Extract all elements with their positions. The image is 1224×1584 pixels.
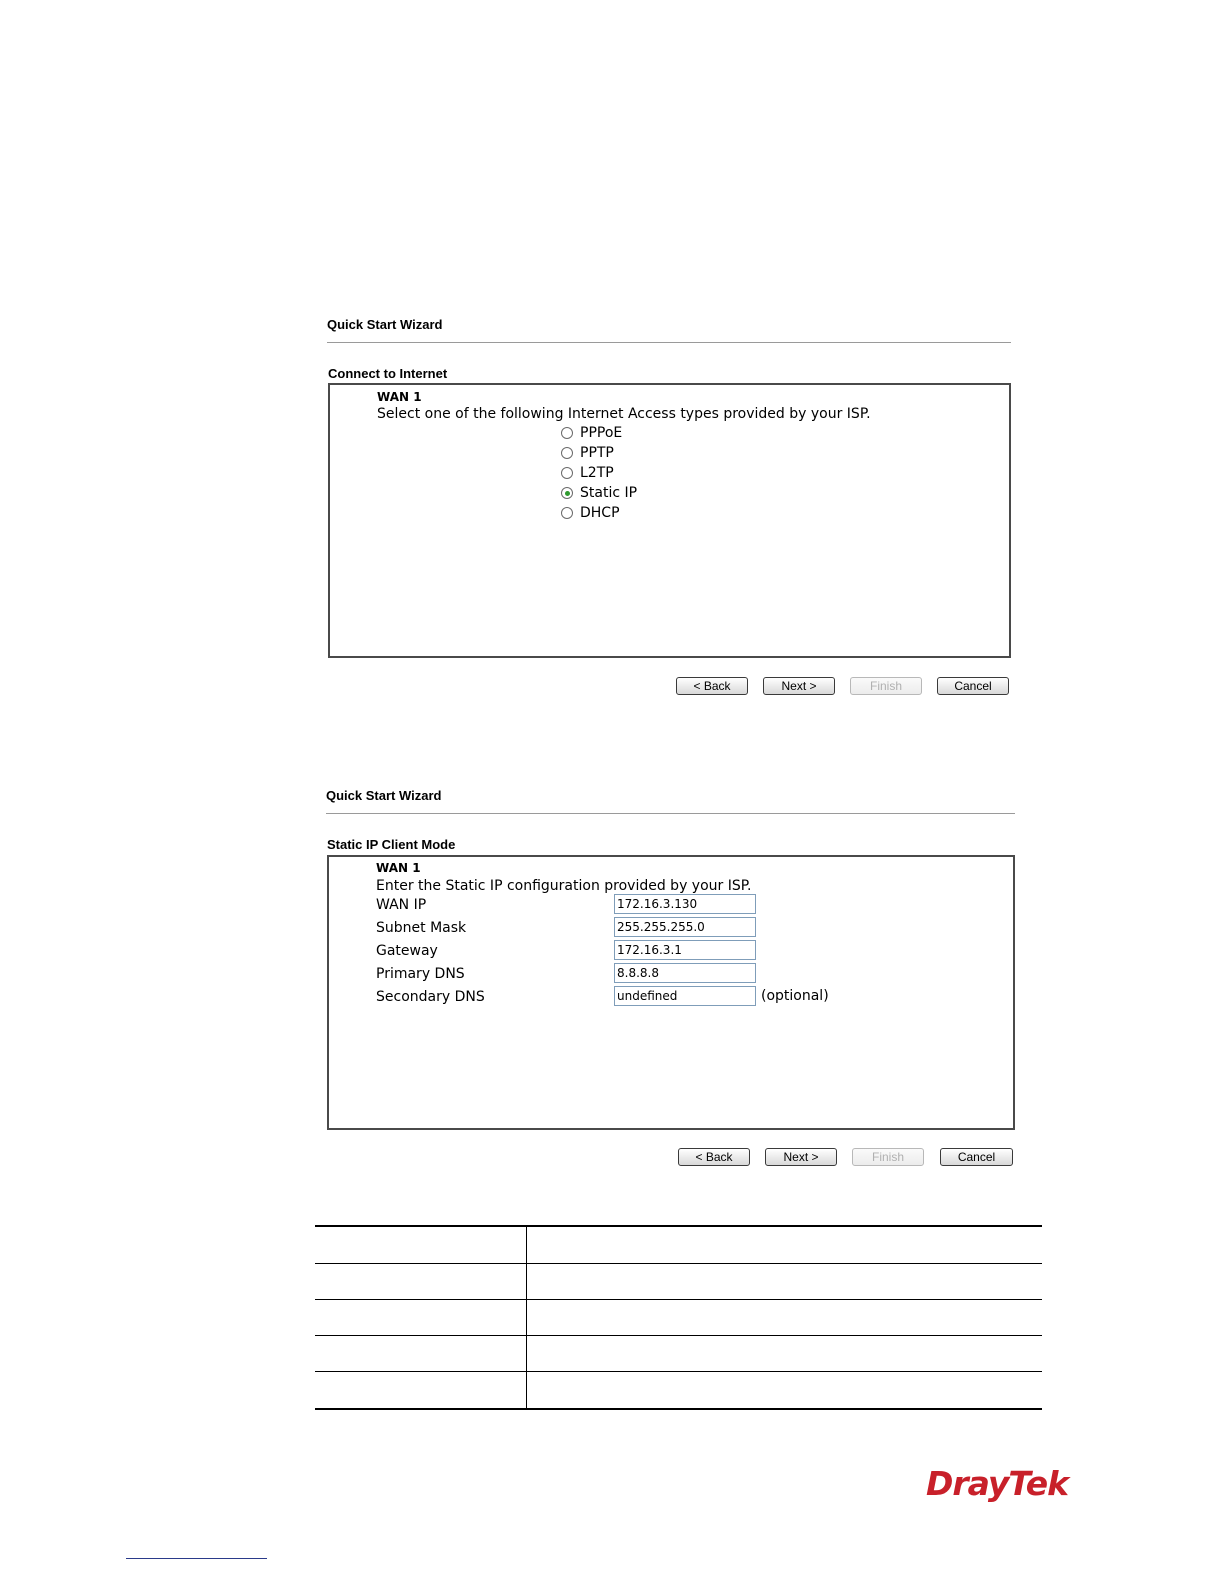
cancel-button[interactable]: Cancel [940, 1148, 1013, 1166]
finish-button[interactable]: Finish [852, 1148, 924, 1166]
radio-label: PPTP [580, 445, 614, 461]
wan-ip-label: WAN IP [376, 897, 427, 913]
wizard1-title: Quick Start Wizard [327, 317, 443, 332]
gateway-input[interactable] [614, 940, 756, 960]
table-column-divider [526, 1225, 527, 1410]
primary-dns-label: Primary DNS [376, 966, 465, 982]
radio-option-pppoe[interactable] [561, 423, 637, 443]
footer-rule [126, 1558, 267, 1559]
table-row-divider [315, 1263, 1042, 1264]
radio-option-pptp[interactable] [561, 443, 637, 463]
optional-note: (optional) [761, 988, 829, 1004]
back-button[interactable]: < Back [676, 677, 748, 695]
table-row-divider [315, 1299, 1042, 1300]
radio-button[interactable] [561, 507, 573, 519]
wizard2-section-title: Static IP Client Mode [327, 837, 456, 852]
subnet-mask-label: Subnet Mask [376, 920, 467, 936]
draytek-logo: DrayTek [926, 1464, 1069, 1503]
table-top-border [315, 1225, 1042, 1227]
gateway-label: Gateway [376, 943, 438, 959]
radio-option-l2tp[interactable] [561, 463, 637, 483]
wan-label: WAN 1 [376, 861, 421, 875]
secondary-dns-label: Secondary DNS [376, 989, 485, 1005]
back-button[interactable]: < Back [678, 1148, 750, 1166]
radio-label: Static IP [580, 485, 638, 501]
wan-label: WAN 1 [377, 390, 422, 404]
wizard2-divider [326, 813, 1015, 814]
cancel-button[interactable]: Cancel [937, 677, 1009, 695]
next-button[interactable]: Next > [765, 1148, 837, 1166]
wizard2-title: Quick Start Wizard [326, 788, 442, 803]
secondary-dns-input[interactable] [614, 986, 756, 1006]
radio-label: L2TP [580, 465, 614, 481]
primary-dns-input[interactable] [614, 963, 756, 983]
radio-label: PPPoE [580, 425, 623, 441]
radio-button[interactable] [561, 467, 573, 479]
wan-ip-input[interactable] [614, 894, 756, 914]
radio-button[interactable] [561, 447, 573, 459]
table-row-divider [315, 1371, 1042, 1372]
wizard1-panel [328, 383, 1011, 658]
table-row-divider [315, 1335, 1042, 1336]
radio-option-static-ip[interactable] [561, 483, 637, 503]
radio-label: DHCP [580, 505, 620, 521]
description-table [315, 1225, 1042, 1411]
wizard1-divider [327, 342, 1011, 343]
table-bottom-border [315, 1408, 1042, 1410]
radio-button-selected[interactable] [561, 487, 573, 499]
access-type-radio-group [561, 423, 637, 523]
finish-button[interactable]: Finish [850, 677, 922, 695]
subnet-mask-input[interactable] [614, 917, 756, 937]
wizard2-panel [327, 855, 1015, 1130]
instruction-text: Select one of the following Internet Access types provided by your ISP. [377, 406, 871, 422]
wizard1-section-title: Connect to Internet [328, 366, 448, 381]
radio-button[interactable] [561, 427, 573, 439]
next-button[interactable]: Next > [763, 677, 835, 695]
instruction-text: Enter the Static IP configuration provided by your ISP. [376, 878, 752, 894]
radio-option-dhcp[interactable] [561, 503, 637, 523]
